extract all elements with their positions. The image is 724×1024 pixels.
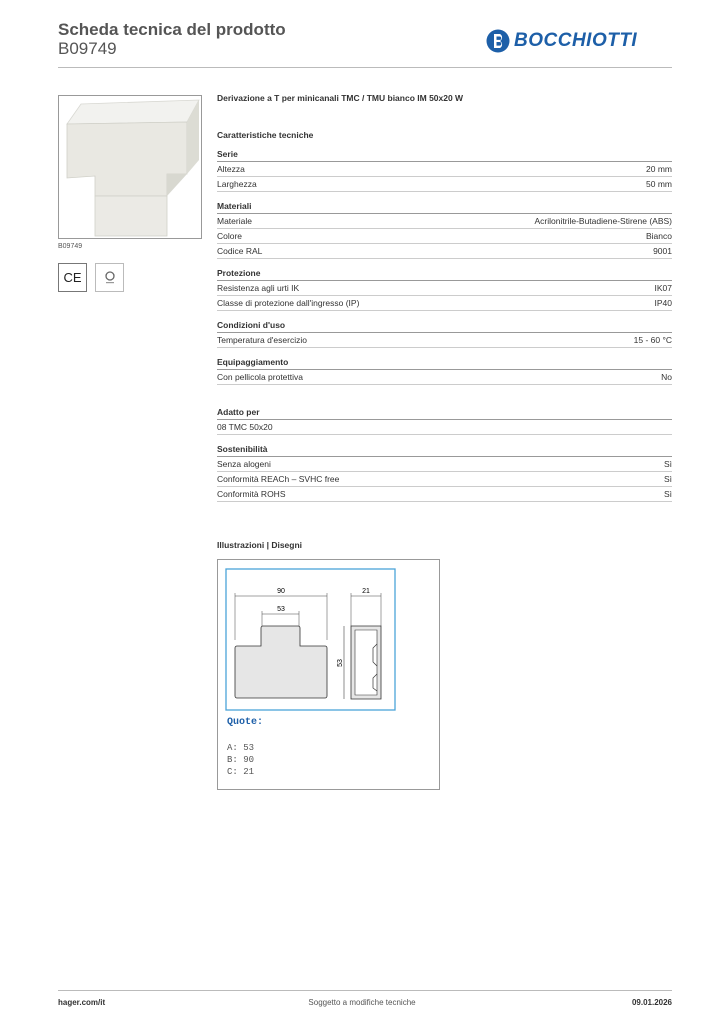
spec-label: Conformità ROHS — [217, 489, 286, 499]
dim-depth: 21 — [362, 588, 370, 595]
spec-row — [217, 229, 672, 244]
header-divider — [58, 67, 672, 68]
ce-mark-icon: CE — [58, 263, 87, 292]
brand-logo — [486, 28, 637, 54]
quote-a: A: 53 — [227, 743, 255, 753]
illustrations-title: Illustrazioni | Disegni — [217, 540, 303, 550]
spec-value: No — [661, 372, 672, 382]
section-title: Sostenibilità — [217, 444, 672, 457]
spec-value: 15 - 60 °C — [633, 335, 672, 345]
spec-label: Senza alogeni — [217, 459, 271, 469]
spec-row — [217, 214, 672, 229]
section-title: Adatto per — [217, 407, 672, 420]
spec-label: Conformità REACh – SVHC free — [217, 474, 340, 484]
footer-website: hager.com/it — [58, 998, 106, 1007]
spec-row — [217, 333, 672, 348]
spec-label: Larghezza — [217, 179, 257, 189]
product-code: B09749 — [58, 39, 117, 58]
product-description: Derivazione a T per minicanali TMC / TMU bianco IM 50x20 W — [217, 93, 464, 103]
brand-logo-icon — [486, 28, 510, 54]
quote-b: B: 90 — [227, 755, 255, 765]
spec-value: Sì — [663, 489, 672, 499]
spec-label: Materiale — [217, 216, 252, 226]
spec-row — [217, 487, 672, 502]
spec-label: Con pellicola protettiva — [217, 372, 303, 382]
page-title: Scheda tecnica del prodotto — [58, 20, 286, 39]
spec-row — [217, 281, 672, 296]
spec-row — [217, 457, 672, 472]
spec-label: Temperatura d'esercizio — [217, 335, 307, 345]
spec-table — [217, 93, 672, 502]
spec-value: Acrilonitrile-Butadiene-Stirene (ABS) — [534, 216, 672, 226]
spec-value: IK07 — [654, 283, 672, 293]
dim-width-top: 53 — [277, 606, 285, 613]
spec-value: 20 mm — [646, 164, 672, 174]
spec-label: Classe di protezione dall'ingresso (IP) — [217, 298, 360, 308]
spec-label: Colore — [217, 231, 243, 241]
footer-note: Soggetto a modifiche tecniche — [308, 998, 416, 1007]
quote-title: Quote: — [227, 717, 264, 728]
spec-label: Resistenza agli urti IK — [217, 283, 300, 293]
spec-label: Altezza — [217, 164, 245, 174]
section-title: Equipaggiamento — [217, 357, 672, 370]
brand-name: BOCCHIOTTI — [514, 30, 638, 51]
spec-row — [217, 244, 672, 259]
spec-row — [217, 472, 672, 487]
spec-value: IP40 — [654, 298, 672, 308]
certification-icon — [95, 263, 124, 292]
dim-height: 53 — [337, 659, 344, 667]
technical-drawing — [217, 559, 440, 790]
section-title: Serie — [217, 149, 672, 162]
spec-label: Codice RAL — [217, 246, 263, 256]
section-title: Materiali — [217, 201, 672, 214]
spec-value: Bianco — [646, 231, 672, 241]
spec-row — [217, 370, 672, 385]
spec-label: 08 TMC 50x20 — [217, 422, 273, 432]
spec-value: 50 mm — [646, 179, 672, 189]
image-caption: B09749 — [58, 243, 83, 250]
specs-heading: Caratteristiche tecniche — [217, 130, 314, 140]
section-title: Protezione — [217, 268, 672, 281]
dim-width-total: 90 — [277, 588, 285, 595]
spec-row — [217, 162, 672, 177]
spec-value: Sì — [663, 474, 672, 484]
spec-value: 9001 — [653, 246, 672, 256]
footer-date: 09.01.2026 — [631, 998, 672, 1007]
quote-c: C: 21 — [227, 767, 255, 777]
spec-row — [217, 296, 672, 311]
product-image — [58, 95, 202, 239]
spec-row — [217, 420, 672, 435]
footer-divider — [58, 990, 672, 991]
spec-value: Sì — [663, 459, 672, 469]
spec-row — [217, 177, 672, 192]
section-title: Condizioni d'uso — [217, 320, 672, 333]
